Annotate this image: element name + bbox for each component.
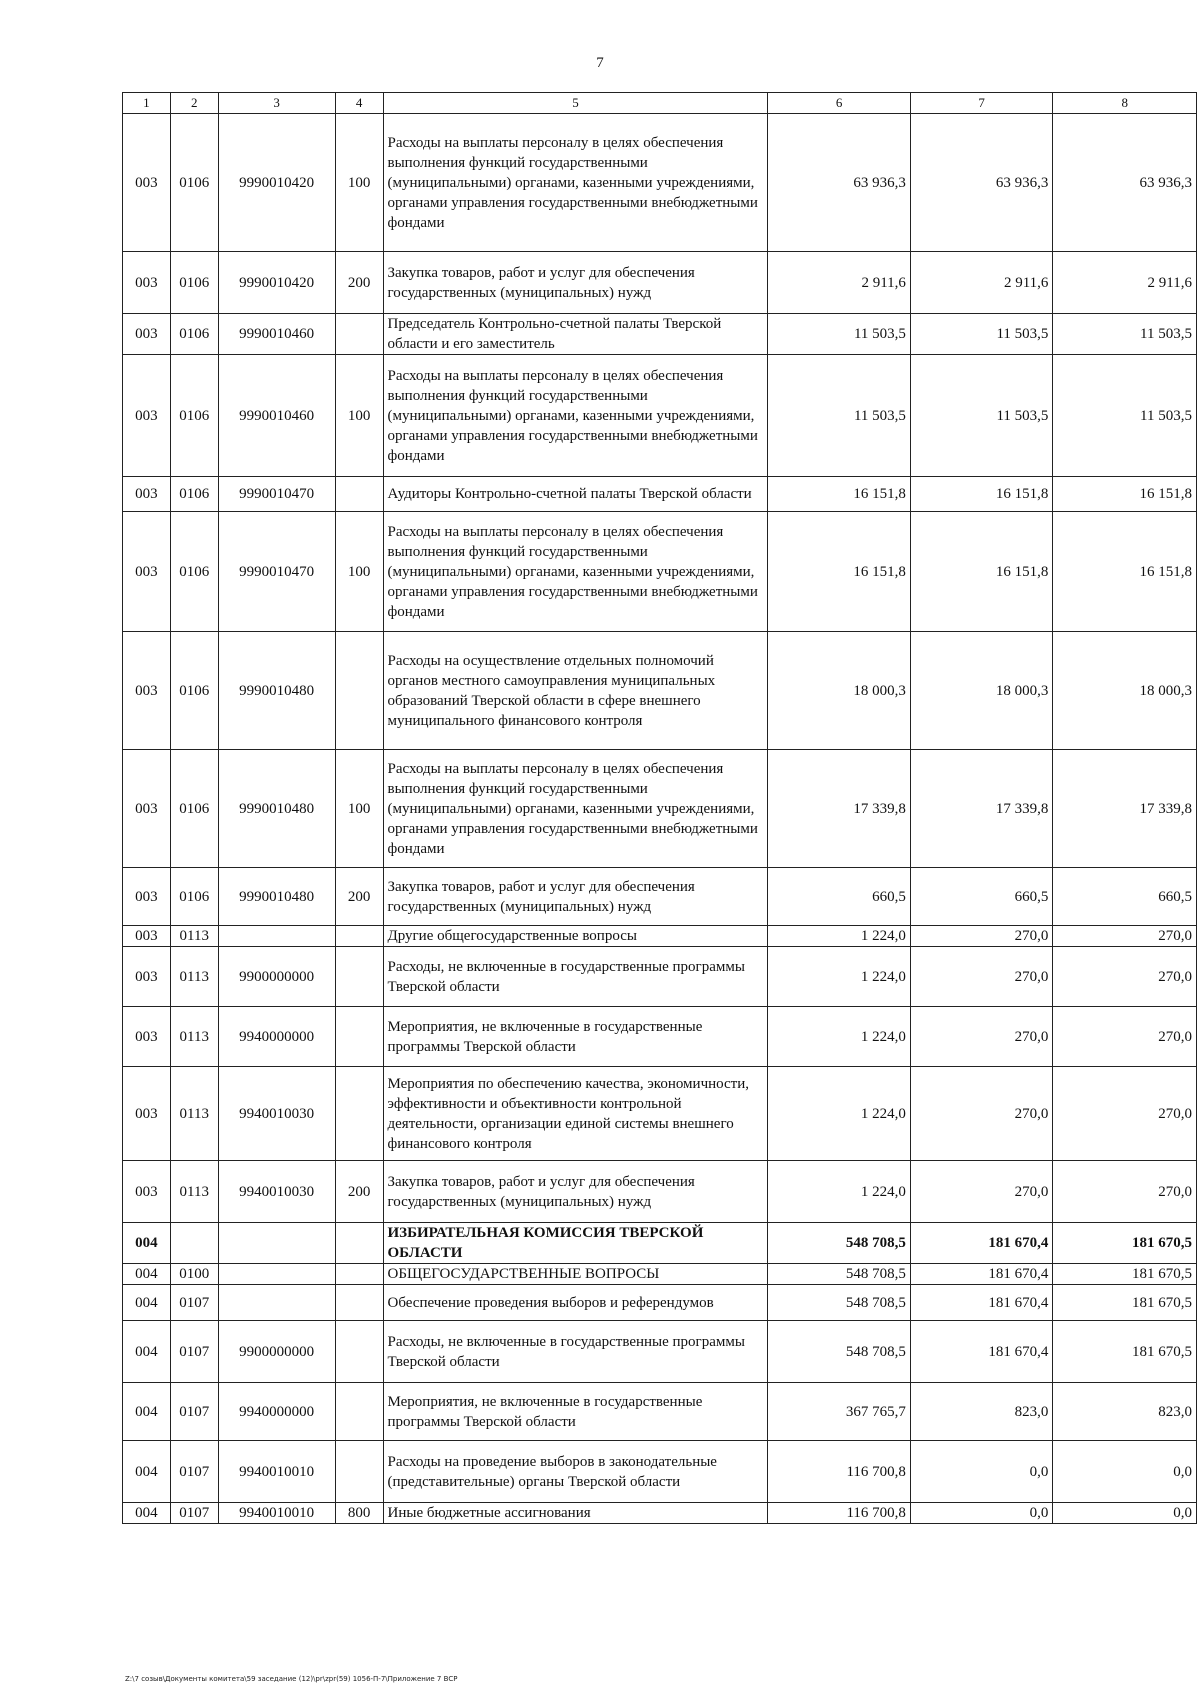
org-code-cell: 003 <box>123 1007 171 1067</box>
amount-col7-cell: 181 670,4 <box>910 1264 1052 1285</box>
org-code-cell: 003 <box>123 1067 171 1161</box>
amount-col6-cell: 11 503,5 <box>768 355 910 477</box>
org-code-cell: 003 <box>123 477 171 512</box>
amount-col6-cell: 367 765,7 <box>768 1383 910 1441</box>
amount-col6-cell: 116 700,8 <box>768 1503 910 1524</box>
amount-col8-cell: 181 670,5 <box>1053 1321 1197 1383</box>
table-row <box>123 1383 1197 1441</box>
amount-col7-cell: 270,0 <box>910 926 1052 947</box>
section-code-cell: 0106 <box>170 750 218 868</box>
description-cell: Расходы на выплаты персоналу в целях обеспечения выполнения функций государственными (муниципальными) органами, казенными учреждениями, органами управления государственными внебюджетными фондами <box>383 750 768 868</box>
amount-col7-cell: 11 503,5 <box>910 314 1052 355</box>
section-code-cell: 0106 <box>170 314 218 355</box>
section-code-cell <box>170 1223 218 1264</box>
expense-type-cell <box>335 1321 383 1383</box>
table-row <box>123 314 1197 355</box>
expense-type-cell <box>335 1264 383 1285</box>
amount-col7-cell: 181 670,4 <box>910 1285 1052 1321</box>
amount-col7-cell: 0,0 <box>910 1441 1052 1503</box>
expense-type-cell: 200 <box>335 868 383 926</box>
amount-col8-cell: 18 000,3 <box>1053 632 1197 750</box>
expense-type-cell: 800 <box>335 1503 383 1524</box>
section-code-cell: 0107 <box>170 1285 218 1321</box>
target-article-cell: 9990010480 <box>218 750 335 868</box>
description-cell: Расходы на выплаты персоналу в целях обеспечения выполнения функций государственными (муниципальными) органами, казенными учреждениями, органами управления государственными внебюджетными фондами <box>383 355 768 477</box>
amount-col7-cell: 18 000,3 <box>910 632 1052 750</box>
amount-col7-cell: 270,0 <box>910 1007 1052 1067</box>
header-cell: 8 <box>1053 93 1197 114</box>
header-cell: 3 <box>218 93 335 114</box>
section-code-cell: 0107 <box>170 1383 218 1441</box>
amount-col6-cell: 2 911,6 <box>768 252 910 314</box>
target-article-cell: 9990010420 <box>218 252 335 314</box>
expense-type-cell: 100 <box>335 750 383 868</box>
table-row <box>123 1223 1197 1264</box>
description-cell: Мероприятия по обеспечению качества, экономичности, эффективности и объективности контрольной деятельности, организации единой системы внешнего финансового контроля <box>383 1067 768 1161</box>
target-article-cell: 9940010030 <box>218 1067 335 1161</box>
table-row <box>123 632 1197 750</box>
table-row <box>123 114 1197 252</box>
description-cell: Расходы на выплаты персоналу в целях обеспечения выполнения функций государственными (муниципальными) органами, казенными учреждениями, органами управления государственными внебюджетными фондами <box>383 114 768 252</box>
amount-col7-cell: 16 151,8 <box>910 477 1052 512</box>
description-cell: Расходы, не включенные в государственные программы Тверской области <box>383 1321 768 1383</box>
amount-col6-cell: 1 224,0 <box>768 1007 910 1067</box>
section-code-cell: 0107 <box>170 1503 218 1524</box>
amount-col6-cell: 18 000,3 <box>768 632 910 750</box>
section-code-cell: 0107 <box>170 1321 218 1383</box>
amount-col6-cell: 16 151,8 <box>768 477 910 512</box>
section-code-cell: 0106 <box>170 868 218 926</box>
header-cell: 5 <box>383 93 768 114</box>
amount-col8-cell: 660,5 <box>1053 868 1197 926</box>
section-code-cell: 0113 <box>170 947 218 1007</box>
table-row <box>123 1321 1197 1383</box>
amount-col7-cell: 17 339,8 <box>910 750 1052 868</box>
org-code-cell: 004 <box>123 1503 171 1524</box>
target-article-cell: 9990010420 <box>218 114 335 252</box>
table-row <box>123 1067 1197 1161</box>
table-row <box>123 1285 1197 1321</box>
section-code-cell: 0107 <box>170 1441 218 1503</box>
target-article-cell <box>218 926 335 947</box>
table-row <box>123 355 1197 477</box>
table-row <box>123 1503 1197 1524</box>
amount-col6-cell: 17 339,8 <box>768 750 910 868</box>
amount-col8-cell: 63 936,3 <box>1053 114 1197 252</box>
section-code-cell: 0100 <box>170 1264 218 1285</box>
org-code-cell: 003 <box>123 512 171 632</box>
amount-col8-cell: 181 670,5 <box>1053 1285 1197 1321</box>
expense-type-cell <box>335 1383 383 1441</box>
expense-type-cell: 100 <box>335 512 383 632</box>
header-cell: 6 <box>768 93 910 114</box>
description-cell: Другие общегосударственные вопросы <box>383 926 768 947</box>
org-code-cell: 004 <box>123 1441 171 1503</box>
amount-col7-cell: 0,0 <box>910 1503 1052 1524</box>
org-code-cell: 003 <box>123 947 171 1007</box>
amount-col6-cell: 11 503,5 <box>768 314 910 355</box>
column-number-header <box>123 93 1197 114</box>
amount-col8-cell: 181 670,5 <box>1053 1223 1197 1264</box>
amount-col8-cell: 270,0 <box>1053 926 1197 947</box>
expense-type-cell <box>335 1223 383 1264</box>
org-code-cell: 003 <box>123 1161 171 1223</box>
section-code-cell: 0106 <box>170 477 218 512</box>
target-article-cell: 9900000000 <box>218 1321 335 1383</box>
section-code-cell: 0113 <box>170 1161 218 1223</box>
org-code-cell: 003 <box>123 632 171 750</box>
amount-col8-cell: 11 503,5 <box>1053 314 1197 355</box>
table-row <box>123 1264 1197 1285</box>
description-cell: Расходы на проведение выборов в законодательные (представительные) органы Тверской области <box>383 1441 768 1503</box>
org-code-cell: 003 <box>123 314 171 355</box>
amount-col8-cell: 11 503,5 <box>1053 355 1197 477</box>
org-code-cell: 003 <box>123 750 171 868</box>
amount-col8-cell: 0,0 <box>1053 1503 1197 1524</box>
target-article-cell: 9940000000 <box>218 1007 335 1067</box>
amount-col7-cell: 270,0 <box>910 1161 1052 1223</box>
org-code-cell: 004 <box>123 1321 171 1383</box>
target-article-cell: 9940010010 <box>218 1503 335 1524</box>
target-article-cell <box>218 1264 335 1285</box>
description-cell: Иные бюджетные ассигнования <box>383 1503 768 1524</box>
target-article-cell: 9990010480 <box>218 868 335 926</box>
amount-col8-cell: 181 670,5 <box>1053 1264 1197 1285</box>
amount-col8-cell: 16 151,8 <box>1053 477 1197 512</box>
amount-col8-cell: 270,0 <box>1053 1067 1197 1161</box>
expense-type-cell <box>335 1067 383 1161</box>
amount-col6-cell: 548 708,5 <box>768 1223 910 1264</box>
table-row <box>123 947 1197 1007</box>
table-row <box>123 477 1197 512</box>
target-article-cell <box>218 1223 335 1264</box>
amount-col8-cell: 270,0 <box>1053 947 1197 1007</box>
description-cell: Закупка товаров, работ и услуг для обеспечения государственных (муниципальных) нужд <box>383 1161 768 1223</box>
target-article-cell: 9940010010 <box>218 1441 335 1503</box>
org-code-cell: 004 <box>123 1383 171 1441</box>
amount-col8-cell: 270,0 <box>1053 1007 1197 1067</box>
budget-table <box>122 92 1197 1524</box>
amount-col6-cell: 1 224,0 <box>768 1161 910 1223</box>
file-path-footer: Z:\7 созыв\Документы комитета\59 заседание (12)\pr\zpr(59) 1056-П-7\Приложение 7 ВСР <box>125 1675 458 1683</box>
amount-col8-cell: 16 151,8 <box>1053 512 1197 632</box>
description-cell: Председатель Контрольно-счетной палаты Тверской области и его заместитель <box>383 314 768 355</box>
target-article-cell: 9940000000 <box>218 1383 335 1441</box>
expense-type-cell <box>335 477 383 512</box>
amount-col8-cell: 0,0 <box>1053 1441 1197 1503</box>
target-article-cell <box>218 1285 335 1321</box>
target-article-cell: 9940010030 <box>218 1161 335 1223</box>
description-cell: ИЗБИРАТЕЛЬНАЯ КОМИССИЯ ТВЕРСКОЙ ОБЛАСТИ <box>383 1223 768 1264</box>
amount-col7-cell: 181 670,4 <box>910 1321 1052 1383</box>
description-cell: Расходы на выплаты персоналу в целях обеспечения выполнения функций государственными (муниципальными) органами, казенными учреждениями, органами управления государственными внебюджетными фондами <box>383 512 768 632</box>
amount-col7-cell: 11 503,5 <box>910 355 1052 477</box>
table-row <box>123 868 1197 926</box>
table-row <box>123 750 1197 868</box>
target-article-cell: 9990010460 <box>218 355 335 477</box>
amount-col6-cell: 16 151,8 <box>768 512 910 632</box>
section-code-cell: 0106 <box>170 114 218 252</box>
description-cell: Аудиторы Контрольно-счетной палаты Тверской области <box>383 477 768 512</box>
expense-type-cell: 100 <box>335 114 383 252</box>
amount-col6-cell: 1 224,0 <box>768 947 910 1007</box>
target-article-cell: 9990010480 <box>218 632 335 750</box>
amount-col6-cell: 548 708,5 <box>768 1321 910 1383</box>
section-code-cell: 0106 <box>170 632 218 750</box>
expense-type-cell <box>335 632 383 750</box>
expense-type-cell <box>335 947 383 1007</box>
header-cell: 7 <box>910 93 1052 114</box>
section-code-cell: 0113 <box>170 926 218 947</box>
expense-type-cell <box>335 1441 383 1503</box>
amount-col8-cell: 2 911,6 <box>1053 252 1197 314</box>
section-code-cell: 0113 <box>170 1007 218 1067</box>
org-code-cell: 003 <box>123 926 171 947</box>
amount-col6-cell: 660,5 <box>768 868 910 926</box>
amount-col6-cell: 63 936,3 <box>768 114 910 252</box>
target-article-cell: 9990010460 <box>218 314 335 355</box>
section-code-cell: 0106 <box>170 252 218 314</box>
description-cell: Мероприятия, не включенные в государственные программы Тверской области <box>383 1007 768 1067</box>
amount-col6-cell: 1 224,0 <box>768 926 910 947</box>
expense-type-cell <box>335 926 383 947</box>
table-row <box>123 252 1197 314</box>
amount-col7-cell: 270,0 <box>910 1067 1052 1161</box>
amount-col6-cell: 548 708,5 <box>768 1285 910 1321</box>
header-cell: 1 <box>123 93 171 114</box>
description-cell: Расходы, не включенные в государственные программы Тверской области <box>383 947 768 1007</box>
amount-col6-cell: 1 224,0 <box>768 1067 910 1161</box>
org-code-cell: 003 <box>123 868 171 926</box>
target-article-cell: 9900000000 <box>218 947 335 1007</box>
amount-col7-cell: 270,0 <box>910 947 1052 1007</box>
section-code-cell: 0113 <box>170 1067 218 1161</box>
org-code-cell: 003 <box>123 114 171 252</box>
org-code-cell: 003 <box>123 355 171 477</box>
amount-col7-cell: 16 151,8 <box>910 512 1052 632</box>
org-code-cell: 004 <box>123 1285 171 1321</box>
expense-type-cell <box>335 1285 383 1321</box>
amount-col7-cell: 660,5 <box>910 868 1052 926</box>
description-cell: Закупка товаров, работ и услуг для обеспечения государственных (муниципальных) нужд <box>383 868 768 926</box>
target-article-cell: 9990010470 <box>218 477 335 512</box>
amount-col7-cell: 181 670,4 <box>910 1223 1052 1264</box>
section-code-cell: 0106 <box>170 512 218 632</box>
table-row <box>123 1007 1197 1067</box>
table-row <box>123 1441 1197 1503</box>
amount-col7-cell: 2 911,6 <box>910 252 1052 314</box>
amount-col7-cell: 823,0 <box>910 1383 1052 1441</box>
amount-col8-cell: 17 339,8 <box>1053 750 1197 868</box>
amount-col7-cell: 63 936,3 <box>910 114 1052 252</box>
amount-col6-cell: 116 700,8 <box>768 1441 910 1503</box>
expense-type-cell <box>335 1007 383 1067</box>
table-row <box>123 926 1197 947</box>
header-cell: 4 <box>335 93 383 114</box>
table-row <box>123 1161 1197 1223</box>
header-cell: 2 <box>170 93 218 114</box>
org-code-cell: 004 <box>123 1264 171 1285</box>
expense-type-cell: 100 <box>335 355 383 477</box>
expense-type-cell: 200 <box>335 252 383 314</box>
description-cell: Обеспечение проведения выборов и референдумов <box>383 1285 768 1321</box>
org-code-cell: 004 <box>123 1223 171 1264</box>
table-row <box>123 512 1197 632</box>
amount-col8-cell: 823,0 <box>1053 1383 1197 1441</box>
section-code-cell: 0106 <box>170 355 218 477</box>
description-cell: Закупка товаров, работ и услуг для обеспечения государственных (муниципальных) нужд <box>383 252 768 314</box>
description-cell: Расходы на осуществление отдельных полномочий органов местного самоуправления муниципальных образований Тверской области в сфере внешнего муниципального финансового контроля <box>383 632 768 750</box>
target-article-cell: 9990010470 <box>218 512 335 632</box>
org-code-cell: 003 <box>123 252 171 314</box>
description-cell: Мероприятия, не включенные в государственные программы Тверской области <box>383 1383 768 1441</box>
expense-type-cell <box>335 314 383 355</box>
page-number: 7 <box>596 55 604 71</box>
description-cell: ОБЩЕГОСУДАРСТВЕННЫЕ ВОПРОСЫ <box>383 1264 768 1285</box>
expense-type-cell: 200 <box>335 1161 383 1223</box>
amount-col8-cell: 270,0 <box>1053 1161 1197 1223</box>
amount-col6-cell: 548 708,5 <box>768 1264 910 1285</box>
